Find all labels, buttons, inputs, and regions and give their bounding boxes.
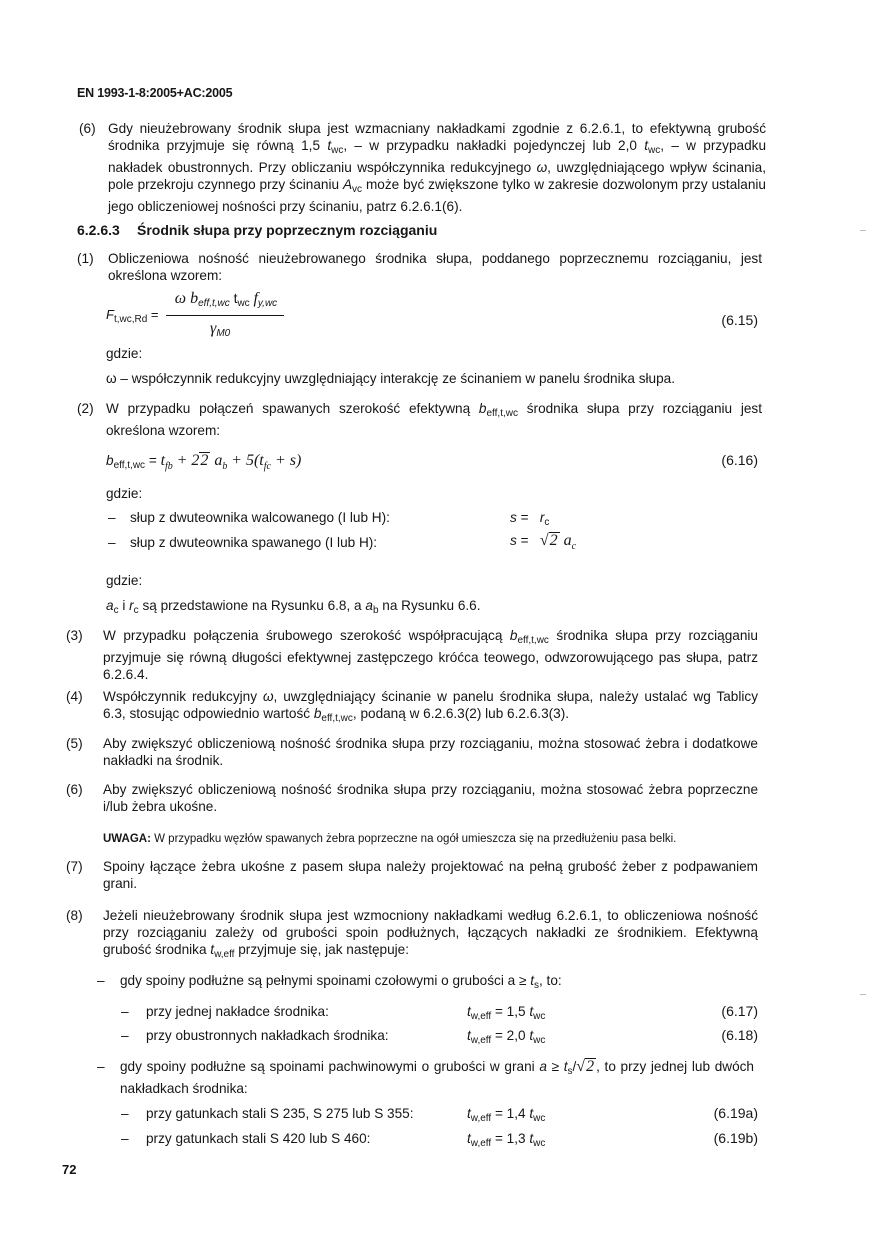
case-welded-section-value: s = √2 $a_c$ xyxy=(510,532,577,552)
note xyxy=(103,831,676,848)
dash-bullet: – xyxy=(108,510,116,525)
clause-2-text: W przypadku połączeń spawanych szerokość efektywną $b_{eff,t,wc}$ środnika słupa przy rozciąganiu jest określona wzorem: xyxy=(106,401,763,438)
dash-bullet: – xyxy=(121,1106,129,1121)
equation-number-6-19b: (6.19b) xyxy=(713,1130,758,1146)
dash-bullet: – xyxy=(121,1004,129,1019)
formula-6-15-numerator: ω $b_{eff,t,wc}$ $t_{wc}$ $f_{y,wc}$ xyxy=(174,290,278,309)
section-title: Środnik słupa przy poprzecznym rozciąganiu xyxy=(137,222,438,238)
clause-3-text: W przypadku połączenia śrubowego szerokość współpracującą $b_{eff,t,wc}$ środnika słupa przy rozciąganiu przyjmuje się równą długości efektywnej zastępczego króćca teowego, odwzorowującego pas słupa, patrz 6.2.6.4. xyxy=(103,628,758,682)
double-plate-item: przy obustronnych nakładkach środnika: xyxy=(146,1028,389,1043)
equation-number-6-15: (6.15) xyxy=(721,312,758,328)
dash-bullet: – xyxy=(97,973,105,988)
fraction-line xyxy=(166,315,284,316)
clause-1-text: Obliczeniowa nośność nieużebrowanego środnika słupa, poddanego poprzecznemu rozciąganiu, jest określona wzorem: xyxy=(108,251,762,283)
note-text: W przypadku węzłów spawanych żebra poprzeczne na ogół umieszcza się na przedłużeniu pasa belki. xyxy=(154,833,677,845)
standard-header: EN 1993-1-8:2005+AC:2005 xyxy=(77,86,233,100)
formula-6-16: $b_{eff,t,wc} = t_{fb} + 22$ $a_b + 5(t_{fc} + s)$ xyxy=(106,452,302,472)
clause-2-number: (2) xyxy=(77,401,94,416)
clause-6-text: Gdy nieużebrowany środnik słupa jest wzmacniany nakładkami zgodnie z 6.2.6.1, to efektywną grubość środnika przyjmuje się równą 1,5 $t_{wc}$, – w przypadku nakładki pojedynczej lub 2,0 $t_{wc}$, – w przypadku nakładek obustronnych. Przy obliczaniu współczynnika redukcyjnego ω, uwzględniającego wpływ ścinania, pole przekroju czynnego przy ścinaniu $A_{vc}$ może być zwiększone tylko w zakresie dozwolonym przy ustalaniu jego obliczeniowej nośności przy ścinaniu, patrz 6.2.6.1(6). xyxy=(108,121,767,214)
bullet-fillet-welds: gdy spoiny podłużne są spoinami pachwinowymi o grubości w grani $a \ge t_s/√2$ , to przy jednej lub dwóch nakładkach środnika: xyxy=(120,1058,754,1096)
scan-mark xyxy=(860,994,866,995)
dash-bullet: – xyxy=(121,1028,129,1043)
clause-3-number: (3) xyxy=(66,628,83,643)
clause-6b-number: (6) xyxy=(66,782,83,797)
scan-mark xyxy=(860,230,866,231)
bullet-full-penetration: gdy spoiny podłużne są pełnymi spoinami czołowymi o grubości $a \ge t_s$, to: xyxy=(120,973,562,991)
case-rolled-section: słup z dwuteownika walcowanego (I lub H): xyxy=(130,510,390,525)
single-plate-value: $t_{w,eff} = 1,5$ $t_{wc}$ xyxy=(467,1004,546,1022)
case-welded-section: słup z dwuteownika spawanego (I lub H): xyxy=(130,535,378,550)
clause-6b-text: Aby zwiększyć obliczeniową nośność środnika słupa przy rozciąganiu, można stosować żebra poprzeczne i/lub żebra ukośne. xyxy=(103,782,758,814)
where-label: gdzie: xyxy=(106,346,143,361)
dash-bullet: – xyxy=(108,535,116,550)
clause-5-text: Aby zwiększyć obliczeniową nośność środnika słupa przy rozciąganiu, można stosować żebra i dodatkowe nakładki na środnik. xyxy=(103,736,758,768)
double-plate-value: $t_{w,eff} = 2,0$ $t_{wc}$ xyxy=(467,1028,546,1046)
steel-grade-value-2: $t_{w,eff} = 1,3$ $t_{wc}$ xyxy=(467,1131,546,1149)
where-label-2: gdzie: xyxy=(106,486,143,501)
where-label-3: gdzie: xyxy=(106,573,143,588)
note-label: UWAGA: xyxy=(103,833,151,845)
equation-number-6-18: (6.18) xyxy=(721,1027,758,1043)
clause-1-number: (1) xyxy=(77,251,94,266)
symbol-definition: $a_c$ i $r_c$ są przedstawione na Rysunku 6.8, a $a_b$ na Rysunku 6.6. xyxy=(106,598,481,616)
clause-7-text: Spoiny łączące żebra ukośne z pasem słupa należy projektować na pełną grubość żeber z podpawaniem grani. xyxy=(103,859,758,891)
formula-6-15-lhs: $F_{t,wc,Rd}$ = xyxy=(106,307,159,325)
clause-6-number: (6) xyxy=(79,121,96,136)
steel-grade-item-2: przy gatunkach stali S 420 lub S 460: xyxy=(146,1131,371,1146)
clause-4-text: Współczynnik redukcyjny ω, uwzględniający ścinanie w panelu środnika słupa, należy ustalać wg Tablicy 6.3, stosując odpowiednio wartość $b_{eff,t,wc}$, podaną w 6.2.6.3(2) lub 6.2.6.3(3). xyxy=(103,689,759,724)
single-plate-item: przy jednej nakładce środnika: xyxy=(146,1004,329,1019)
section-heading xyxy=(77,222,437,239)
page-number: 72 xyxy=(62,1162,77,1177)
equation-number-6-19a: (6.19a) xyxy=(713,1105,758,1121)
case-rolled-section-value: $s = r_c$ xyxy=(510,510,550,528)
section-number: 6.2.6.3 xyxy=(77,222,120,238)
omega-definition: ω – współczynnik redukcyjny uwzględniający interakcję ze ścinaniem w panelu środnika słupa. xyxy=(106,371,675,386)
clause-7-number: (7) xyxy=(66,859,83,874)
formula-6-15-denominator: $\gamma_{M0}$ xyxy=(210,320,231,339)
equation-number-6-17: (6.17) xyxy=(721,1003,758,1019)
dash-bullet: – xyxy=(97,1059,105,1074)
steel-grade-value-1: $t_{w,eff} = 1,4$ $t_{wc}$ xyxy=(467,1106,546,1124)
clause-8-text: Jeżeli nieużebrowany środnik słupa jest wzmocniony nakładkami według 6.2.6.1, to obliczeniowa nośność przy rozciąganiu zależy od grubości spoin podłużnych, łączących nakładki ze środnikiem. Efektywną grubość środnika $t_{w,eff}$ przyjmuje się, jak następuje: xyxy=(103,908,758,960)
clause-8-number: (8) xyxy=(66,908,83,923)
clause-4-number: (4) xyxy=(66,689,83,704)
dash-bullet: – xyxy=(121,1131,129,1146)
steel-grade-item-1: przy gatunkach stali S 235, S 275 lub S 355: xyxy=(146,1106,414,1121)
equation-number-6-16: (6.16) xyxy=(721,452,758,468)
clause-5-number: (5) xyxy=(66,736,83,751)
